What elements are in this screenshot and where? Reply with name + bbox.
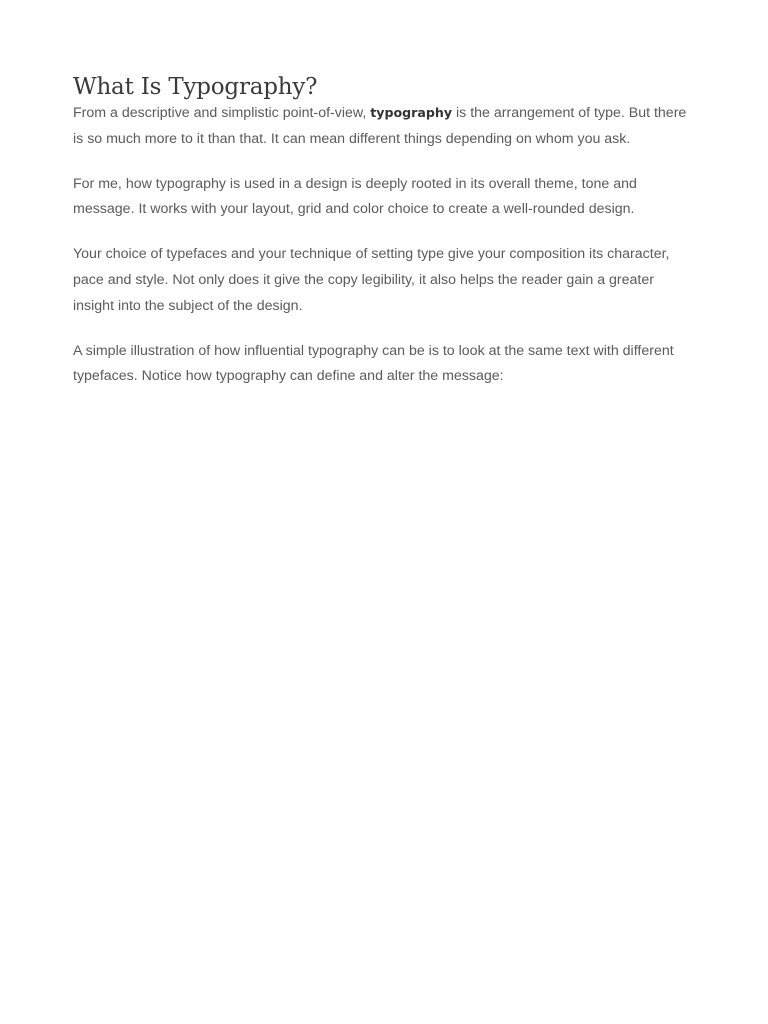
paragraph-illustration: A simple illustration of how influential typography can be is to look at the same text with different typefaces. Notice how typography can define and alter the message: xyxy=(73,342,674,385)
article-title: What Is Typography? xyxy=(73,74,318,100)
paragraph-intro-text-before: From a descriptive and simplistic point-of-view, xyxy=(73,105,371,121)
paragraph-theme: For me, how typography is used in a design is deeply rooted in its overall theme, tone and message. It works with your layout, grid and color choice to create a well-rounded design. xyxy=(73,175,637,218)
paragraph-intro-text-after: is the arrangement of type. But there is so much more to it than that. It can mean different things depending on whom you ask. xyxy=(73,105,687,147)
typography-term: typography xyxy=(370,105,453,120)
paragraph-intro xyxy=(73,100,695,152)
paragraph-typefaces: Your choice of typefaces and your technique of setting type give your composition its character, pace and style. Not only does it give the copy legibility, it also helps the reader gain a greater insight into the subject of the design. xyxy=(73,246,670,314)
